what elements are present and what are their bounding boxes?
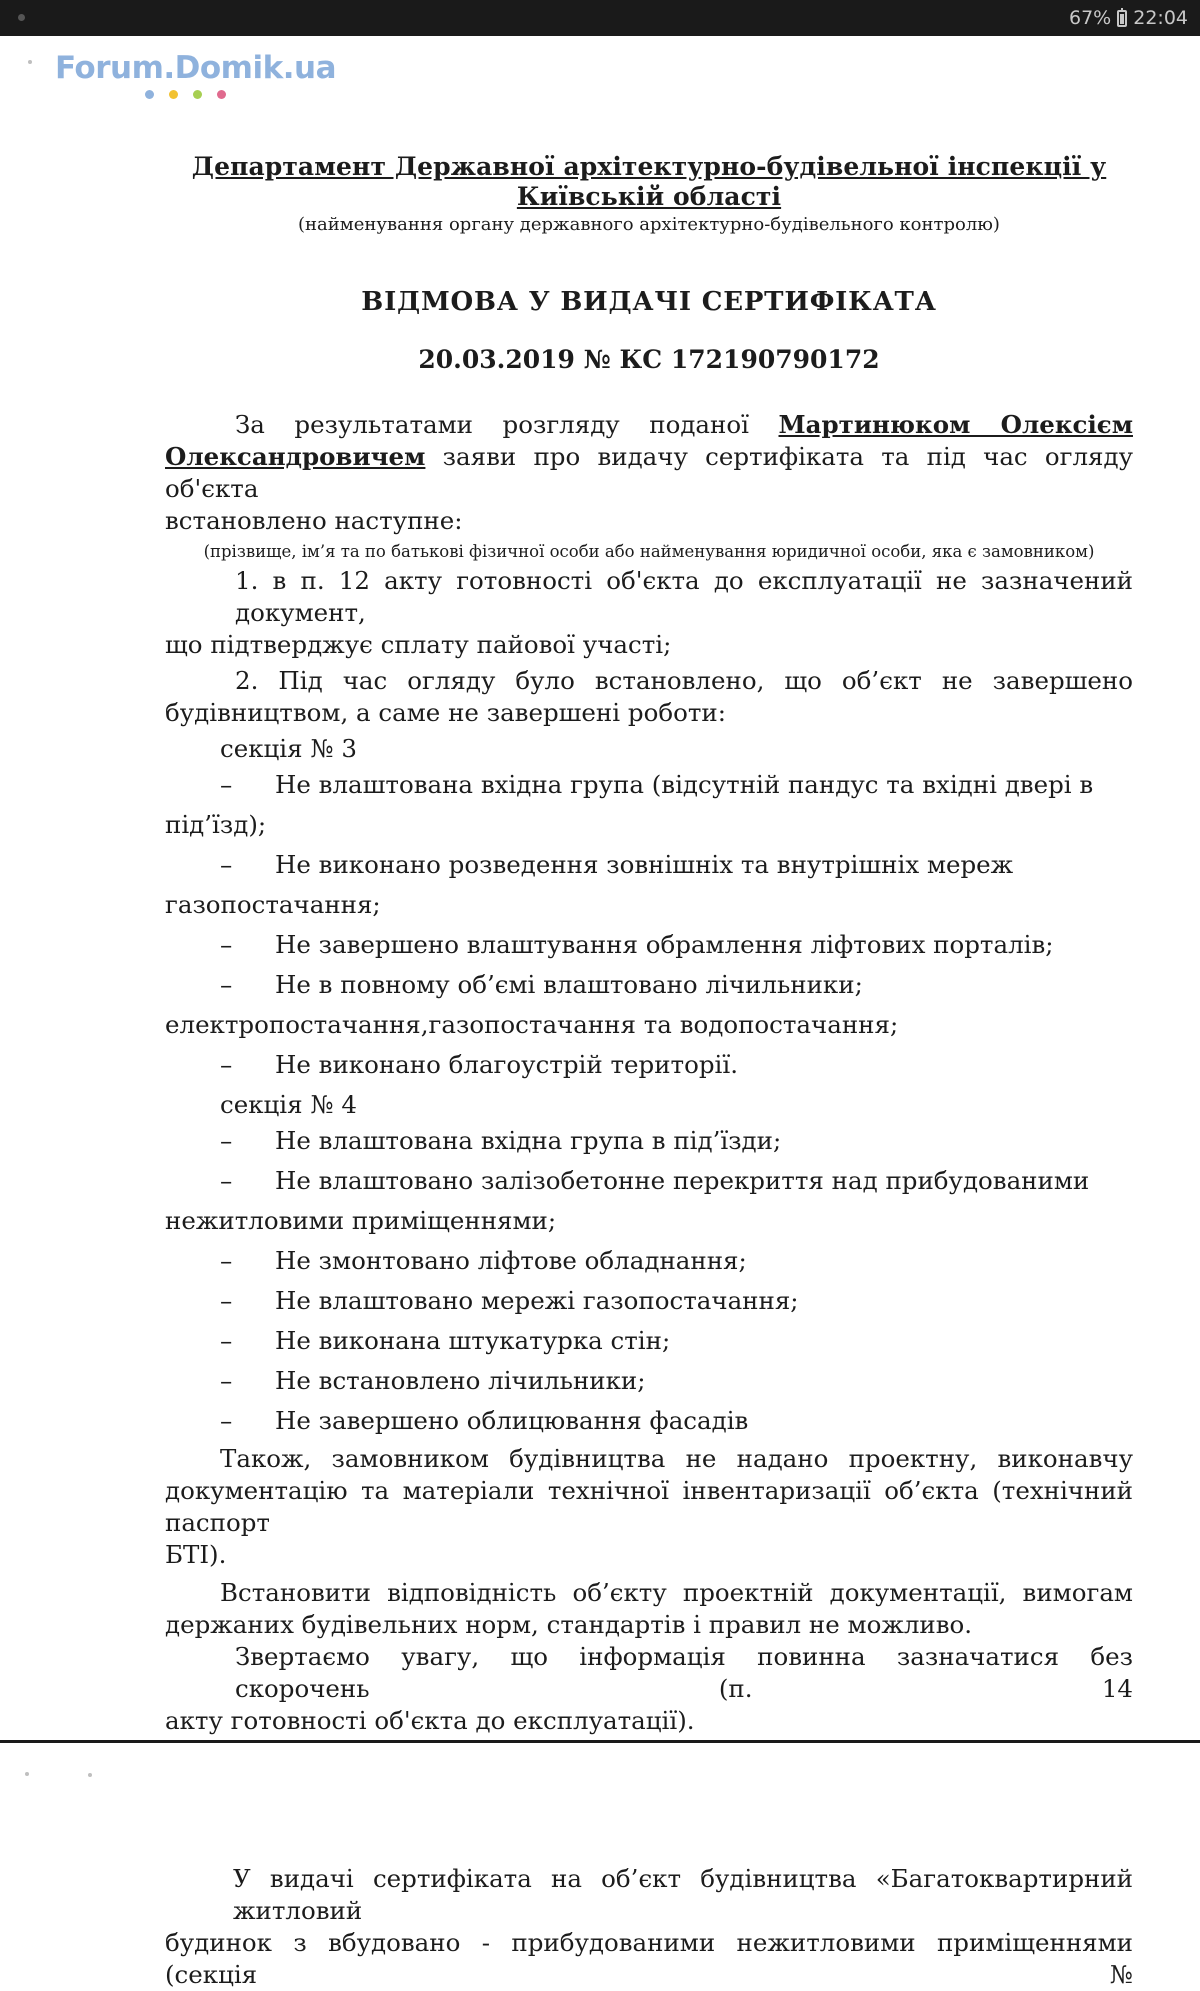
defect-text: Не влаштовано залізобетонне перекриття над прибудованими: [275, 1166, 1090, 1195]
list-dash: –: [220, 1366, 233, 1395]
item1-line-2: що підтверджує сплату пайової участі;: [165, 630, 672, 659]
defect-text: Не влаштована вхідна група в під’їзди;: [275, 1126, 782, 1155]
also-line-2: документацію та матеріали технічної інвентаризації об’єкта (технічний паспорт: [165, 1476, 1133, 1537]
forum-logo: [55, 50, 336, 86]
defect-text: Не завершено влаштування обрамлення ліфтових порталів;: [275, 930, 1054, 959]
defect-s3-4-cont: електропостачання,газопостачання та водопостачання;: [165, 1010, 899, 1039]
intro-line-1: [165, 409, 1133, 441]
defect-text: Не встановлено лічильники;: [275, 1366, 646, 1395]
list-dash: –: [220, 1246, 233, 1275]
intro-line-2: [165, 441, 1133, 505]
defect-s3-2: [165, 845, 1133, 885]
department-name: Департамент Державної архітектурно-будівельної інспекції у Київській області: [191, 152, 1107, 211]
list-dash: –: [220, 1286, 233, 1315]
defect-s3-4: [165, 965, 1133, 1005]
section-4-label: секція № 4: [220, 1090, 357, 1119]
document-body: [165, 409, 1133, 1737]
scan-speck: [25, 1772, 29, 1776]
defect-s4-2: [165, 1161, 1133, 1201]
item2-line-1: 2. Під час огляду було встановлено, що об’єкт не завершено: [235, 666, 1133, 695]
notification-dot-icon: [18, 14, 25, 21]
section-3-label: секція № 3: [220, 734, 357, 763]
logo-dot-icon: [145, 90, 154, 99]
item1-line-1: 1. в п. 12 акту готовності об'єкта до експлуатації не зазначений документ,: [235, 566, 1133, 627]
defect-text: Не змонтовано ліфтове обладнання;: [275, 1246, 747, 1275]
clock: 22:04: [1133, 7, 1188, 29]
owner-name-first: Мартинюком Олексієм: [778, 410, 1133, 439]
list-dash: –: [220, 1326, 233, 1355]
defect-s4-2-cont: нежитловими приміщеннями;: [165, 1206, 557, 1235]
also-line-1: Також, замовником будівництва не надано проектну, виконавчу: [220, 1444, 1133, 1473]
defect-s3-2-cont: газопостачання;: [165, 890, 381, 919]
defect-s3-1: [165, 765, 1133, 805]
logo-text: Forum.Domik.ua: [55, 50, 336, 86]
defect-s3-1-cont: під’їзд);: [165, 810, 267, 839]
department-note: (найменування органу державного архітектурно-будівельного контролю): [298, 214, 1000, 235]
defect-s3-3: [165, 925, 1133, 965]
list-dash: –: [220, 1126, 233, 1155]
scan-speck: [28, 60, 32, 64]
battery-icon: [1117, 10, 1127, 27]
defect-s4-1: [165, 1121, 1133, 1161]
defect-s3-5: [165, 1045, 1133, 1085]
logo-dot-icon: [169, 90, 178, 99]
compliance-line-1: Встановити відповідність об’єкту проектній документації, вимогам: [220, 1578, 1133, 1607]
page2-line-1: У видачі сертифіката на об’єкт будівництва «Багатоквартирний житловий: [233, 1864, 1133, 1925]
list-dash: –: [220, 970, 233, 999]
owner-note: (прізвище, ім’я та по батькові фізичної особи або найменування юридичної особи, яка є замовником): [203, 542, 1095, 561]
logo-dot-icon: [193, 90, 202, 99]
also-line-3: БТІ).: [165, 1540, 227, 1569]
defect-s4-5: [165, 1321, 1133, 1361]
defect-s4-3: [165, 1241, 1133, 1281]
list-dash: –: [220, 770, 233, 799]
defect-text: Не в повному об’ємі влаштовано лічильники;: [275, 970, 863, 999]
defect-s4-4: [165, 1281, 1133, 1321]
list-dash: –: [220, 930, 233, 959]
status-indicators: [1069, 7, 1188, 29]
owner-name-last: Олександровичем: [165, 442, 426, 471]
defect-text: Не влаштована вхідна група (відсутній пандус та вхідні двері в: [275, 770, 1094, 799]
intro-lead: За результатами розгляду поданої: [235, 410, 749, 439]
battery-percent: 67%: [1069, 7, 1112, 29]
attention-line-2: акту готовності об'єкта до експлуатації).: [165, 1706, 695, 1735]
item2-line-2: будівництвом, а саме не завершені роботи:: [165, 698, 726, 727]
scan-speck: [88, 1773, 92, 1777]
defect-text: Не виконано розведення зовнішніх та внутрішніх мереж: [275, 850, 1014, 879]
page-2-text: [165, 1863, 1133, 1991]
defect-s4-6: [165, 1361, 1133, 1401]
status-bar: [0, 0, 1200, 36]
defect-text: Не виконано благоустрій території.: [275, 1050, 738, 1079]
attention-line-1: Звертаємо увагу, що інформація повинна зазначатися без скорочень (п. 14: [235, 1642, 1133, 1703]
defect-text: Не влаштовано мережі газопостачання;: [275, 1286, 799, 1315]
document-number: 20.03.2019 № КС 172190790172: [418, 345, 880, 374]
list-dash: –: [220, 1406, 233, 1435]
defect-text: Не завершено облицювання фасадів: [275, 1406, 749, 1435]
list-dash: –: [220, 850, 233, 879]
defect-text: Не виконана штукатурка стін;: [275, 1326, 671, 1355]
page-divider: [0, 1740, 1200, 1743]
logo-dots: [145, 90, 226, 99]
list-dash: –: [220, 1050, 233, 1079]
intro-line-3: встановлено наступне:: [165, 506, 463, 535]
logo-dot-icon: [217, 90, 226, 99]
compliance-line-2: держаних будівельних норм, стандартів і правил не можливо.: [165, 1610, 973, 1639]
defect-s4-7: [165, 1401, 1133, 1441]
intro-rest: заяви про видачу сертифіката та під час огляду об'єкта: [165, 442, 1133, 503]
page2-line-2: будинок з вбудовано - прибудованими нежитловими приміщеннями (секція №: [165, 1928, 1133, 1989]
list-dash: –: [220, 1166, 233, 1195]
document-title: ВІДМОВА У ВИДАЧІ СЕРТИФІКАТА: [361, 287, 937, 317]
